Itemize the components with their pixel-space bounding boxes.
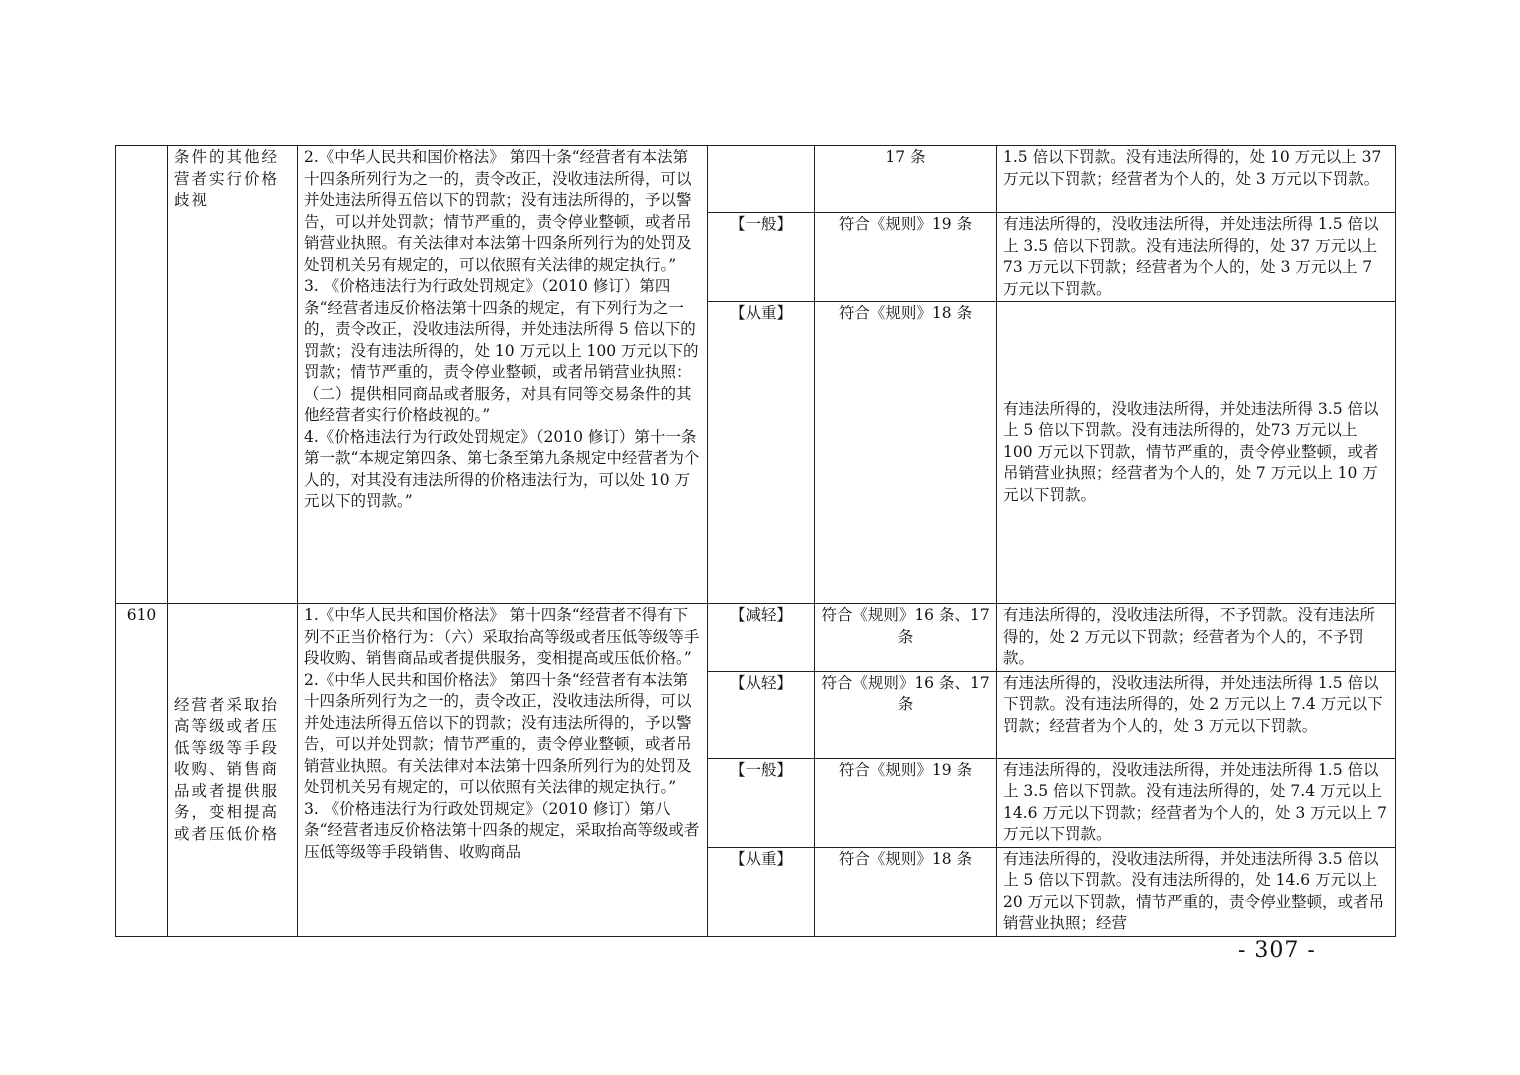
- applicable-rule-cell: 符合《规则》18 条: [815, 847, 997, 936]
- legal-basis-cell: 1.《中华人民共和国价格法》 第十四条“经营者不得有下列不正当价格行为：（六）采取抬高等级或者压低等级等手段收购、销售商品或者提供服务，变相提高或压低价格。” 2.《中华人民共和国价格法》 第四十条“经营者有本法第十四条所列行为之一的，责令改正，没收违法所得，可以并处违法所得五倍以下的罚款；没有违法所得的，予以警告，可以并处罚款；情节严重的，责令停业整顿，或者吊销营业执照。有关法律对本法第十四条所列行为的处罚及处罚机关另有规定的，可以依照有关法律的规定执行。” 3. 《价格违法行为行政处罚规定》（2010 修订）第八条“经营者违反价格法第十四条的规定，采取抬高等级或者压低等级等手段销售、收购商品: [298, 604, 708, 937]
- discretion-level-cell: [708, 146, 815, 213]
- violation-name-cell: 经营者采取抬高等级或者压低等级等手段收购、销售商品或者提供服务，变相提高或者压低价格: [168, 604, 298, 937]
- violation-name-cell: 条件的其他经营者实行价格歧视: [168, 146, 298, 604]
- applicable-rule-cell: 符合《规则》16 条、17 条: [815, 604, 997, 672]
- applicable-rule-cell: 符合《规则》16 条、17 条: [815, 671, 997, 758]
- penalty-standard-cell: 有违法所得的，没收违法所得，并处违法所得 3.5 倍以上 5 倍以下罚款。没有违法所得的，处73 万元以上 100 万元以下罚款，情节严重的，责令停业整顿，或者吊销营业执照；经营者为个人的，处 7 万元以上 10 万元以下罚款。: [997, 302, 1396, 604]
- discretion-level-cell: 【减轻】: [708, 604, 815, 672]
- discretion-level-cell: 【从轻】: [708, 671, 815, 758]
- penalty-standard-cell: 有违法所得的，没收违法所得，并处违法所得 1.5 倍以上 3.5 倍以下罚款。没有违法所得的，处 37 万元以上 73 万元以下罚款；经营者为个人的，处 3 万元以上 7 万元以下罚款。: [997, 213, 1396, 302]
- penalty-standard-cell: 有违法所得的，没收违法所得，不予罚款。没有违法所得的，处 2 万元以下罚款；经营者为个人的，不予罚款。: [997, 604, 1396, 672]
- penalty-standard-cell: 1.5 倍以下罚款。没有违法所得的，处 10 万元以上 37 万元以下罚款；经营者为个人的，处 3 万元以下罚款。: [997, 146, 1396, 213]
- applicable-rule-cell: 符合《规则》19 条: [815, 758, 997, 847]
- applicable-rule-cell: 符合《规则》18 条: [815, 302, 997, 604]
- penalty-standard-cell: 有违法所得的，没收违法所得，并处违法所得 1.5 倍以下罚款。没有违法所得的，处 2 万元以上 7.4 万元以下罚款；经营者为个人的，处 3 万元以下罚款。: [997, 671, 1396, 758]
- item-number-cell: [116, 146, 168, 604]
- discretion-level-cell: 【一般】: [708, 213, 815, 302]
- applicable-rule-cell: 符合《规则》19 条: [815, 213, 997, 302]
- discretion-level-cell: 【一般】: [708, 758, 815, 847]
- item-number-cell: 610: [116, 604, 168, 937]
- page-number: - 307 -: [1238, 938, 1316, 963]
- table-row: [116, 146, 1396, 213]
- discretion-level-cell: 【从重】: [708, 847, 815, 936]
- penalty-standards-table: [115, 145, 1396, 937]
- legal-basis-cell: 2.《中华人民共和国价格法》 第四十条“经营者有本法第十四条所列行为之一的，责令改正，没收违法所得，可以并处违法所得五倍以下的罚款；没有违法所得的，予以警告，可以并处罚款；情节严重的，责令停业整顿，或者吊销营业执照。有关法律对本法第十四条所列行为的处罚及处罚机关另有规定的，可以依照有关法律的规定执行。” 3. 《价格违法行为行政处罚规定》（2010 修订）第四条“经营者违反价格法第十四条的规定，有下列行为之一的，责令改正，没收违法所得，并处违法所得 5 倍以下的罚款；没有违法所得的，处 10 万元以上 100 万元以下的罚款；情节严重的，责令停业整顿，或者吊销营业执照：（二）提供相同商品或者服务，对具有同等交易条件的其他经营者实行价格歧视的。” 4.《价格违法行为行政处罚规定》（2010 修订）第十一条第一款“本规定第四条、第七条至第九条规定中经营者为个人的，对其没有违法所得的价格违法行为，可以处 10 万元以下的罚款。”: [298, 146, 708, 604]
- penalty-standard-cell: 有违法所得的，没收违法所得，并处违法所得 1.5 倍以上 3.5 倍以下罚款。没有违法所得的，处 7.4 万元以上 14.6 万元以下罚款；经营者为个人的，处 3 万元以上 7 万元以下罚款。: [997, 758, 1396, 847]
- discretion-level-cell: 【从重】: [708, 302, 815, 604]
- table-row: [116, 604, 1396, 672]
- penalty-standard-cell: 有违法所得的，没收违法所得，并处违法所得 3.5 倍以上 5 倍以下罚款。没有违法所得的，处 14.6 万元以上 20 万元以下罚款，情节严重的，责令停业整顿，或者吊销营业执照；经营: [997, 847, 1396, 936]
- applicable-rule-cell: 17 条: [815, 146, 997, 213]
